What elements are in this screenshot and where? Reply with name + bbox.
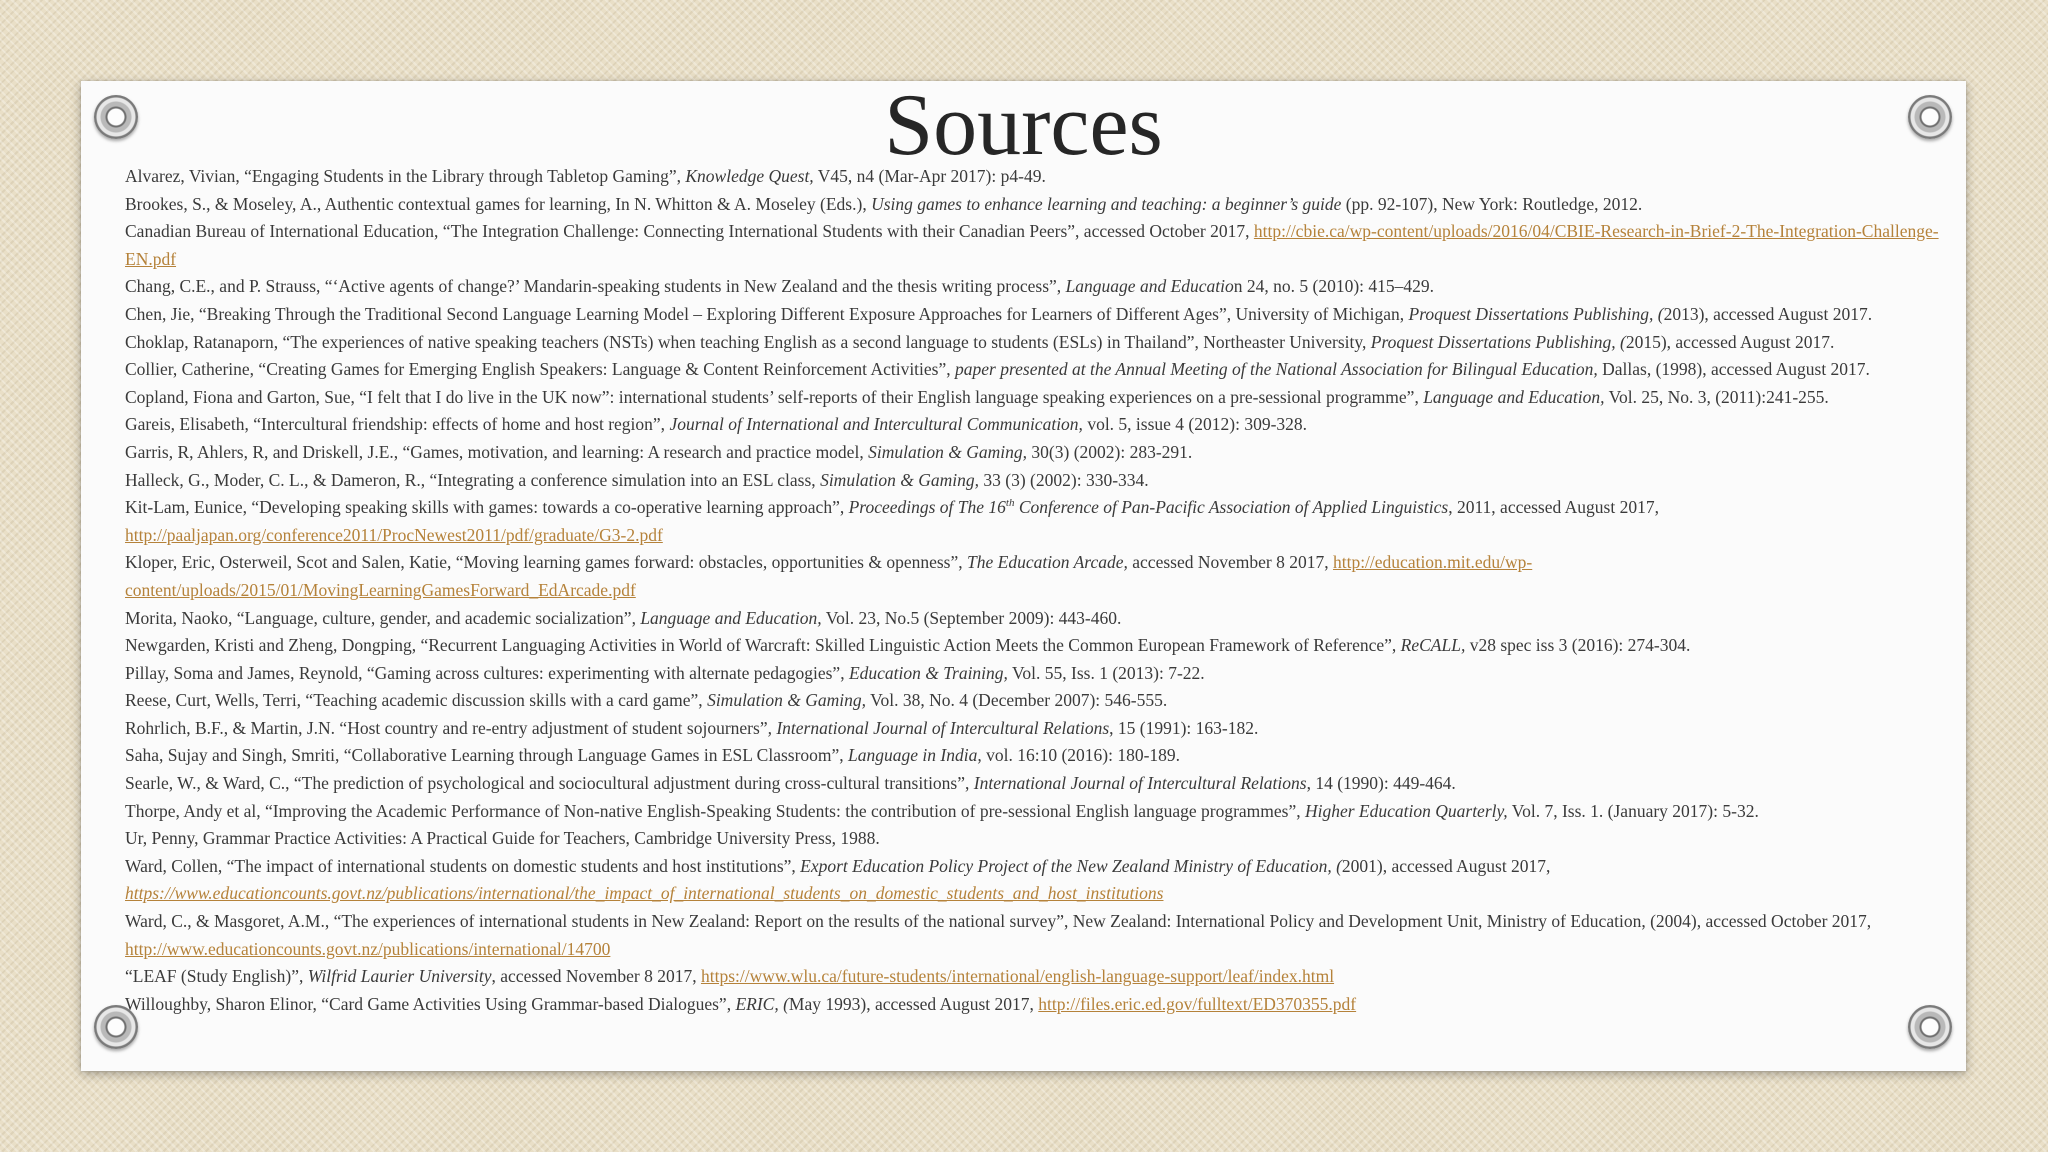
reference-text: Vol. 7, Iss. 1. (January 2017): 5-32. (1507, 800, 1759, 821)
reference-source-title: Knowledge Quest, (685, 166, 814, 186)
reference-source-title: International Journal of Intercultural Relations (973, 773, 1307, 794)
slide (81, 77, 1966, 1071)
reference-link[interactable]: http://education.mit.edu/wp-content/uploads/2015/01/MovingLearningGamesForward_EdArcade.pdf (125, 552, 1533, 600)
reference-superscript: th (1005, 497, 1015, 510)
reference-source-title: Conference of Pan-Pacific Association of Applied Linguistics (1014, 497, 1449, 518)
reference-text: Chang, C.E., and P. Strauss, “‘Active agents of change?’ Mandarin-speaking students in New Zealand and the thesis writing process”, (125, 276, 1066, 297)
reference-text: Pillay, Soma and James, Reynold, “Gaming across cultures: experimenting with alternate pedagogies”, (125, 662, 849, 683)
reference-source-title: Proquest Dissertations Publishing, ( (1408, 303, 1664, 324)
reference-item (125, 494, 1945, 549)
reference-text: , 15 (1991): 163-182. (1109, 717, 1259, 738)
reference-link[interactable]: https://www.educationcounts.govt.nz/publications/international/the_impact_of_international_students_on_domestic_students_and_host_institutions (125, 883, 1164, 904)
reference-text: Gareis, Elisabeth, “Intercultural friendship: effects of home and host region”, (125, 414, 670, 435)
reference-source-title: , International Journal of Intercultural Relations (767, 717, 1110, 738)
reference-item (125, 908, 1945, 963)
reference-source-title: Education & Training, (848, 662, 1008, 683)
reference-text: Vol. 25, No. 3, (2011):241-255. (1604, 386, 1829, 407)
reference-text: 2001), accessed August 2017, (1341, 855, 1551, 876)
reference-item (125, 301, 1945, 329)
reference-source-title: ERIC, ( (735, 993, 789, 1014)
reference-source-title: Language and Education, (1423, 386, 1605, 407)
reference-item (125, 660, 1945, 688)
reference-item (125, 798, 1945, 826)
reference-item (125, 991, 1945, 1019)
reference-source-title: Simulation & Gaming, (868, 441, 1028, 462)
reference-text: 2015), accessed August 2017. (1625, 331, 1835, 352)
reference-text: Thorpe, Andy et al, “Improving the Academic Performance of Non-native English-Speaking Students: the contribution of pre-sessional English language programmes”, (125, 800, 1305, 821)
reference-source-title: Language and Educatio (1065, 276, 1234, 297)
reference-source-title: Export Education Policy Project of the New Zealand Ministry of Education, ( (800, 855, 1342, 876)
reference-source-title: ReCALL, (1400, 635, 1466, 656)
reference-text: Kloper, Eric, Osterweil, Scot and Salen, Katie, “Moving learning games forward: obstacles, opportunities & openness”, (125, 552, 967, 573)
page-title: Sources (884, 77, 1163, 174)
reference-text: , 14 (1990): 449-464. (1306, 773, 1456, 794)
reference-text: Copland, Fiona and Garton, Sue, “I felt that I do live in the UK now”: international students’ self-reports of their English language speaking experiences on a pre-sessional programme”, (125, 386, 1424, 407)
reference-text: (pp. 92-107), New York: Routledge, 2012. (1341, 193, 1643, 214)
reference-item (125, 825, 1945, 853)
reference-text: Saha, Sujay and Singh, Smriti, “Collaborative Learning through Language Games in ESL Classroom”, (125, 745, 849, 766)
reference-item (125, 163, 1945, 191)
reference-item (125, 853, 1945, 908)
reference-text: Reese, Curt, Wells, Terri, “Teaching academic discussion skills with a card game”, (125, 690, 708, 711)
reference-text: Ward, C., & Masgoret, A.M., “The experiences of international students in New Zealand: Report on the results of the national survey”, New Zealand: International Policy and Development Unit, Ministry of Education, (2004), accessed October 2017, (125, 911, 1872, 932)
reference-item (125, 742, 1945, 770)
reference-text: Willoughby, Sharon Elinor, “Card Game Activities Using Grammar-based Dialogues”, (125, 993, 736, 1014)
reference-text: n 24, no. 5 (2010): 415–429. (1233, 276, 1435, 297)
reference-link[interactable]: http://www.educationcounts.govt.nz/publications/international/14700 (125, 938, 611, 959)
reference-source-title: The Education Arcade, (967, 552, 1128, 573)
reference-text: 2013), accessed August 2017. (1663, 303, 1873, 324)
reference-text: Searle, W., & Ward, C., “The prediction of psychological and sociocultural adjustment during cross-cultural transitions”, (125, 773, 974, 794)
reference-source-title: Simulation & Gaming, (707, 690, 867, 711)
reference-text: , accessed November 8 2017, (491, 966, 701, 987)
reference-item (125, 218, 1945, 273)
reference-text: Dallas, (1998), accessed August 2017. (1597, 359, 1870, 380)
reference-list (125, 163, 1945, 1018)
reference-source-title: Wilfrid Laurier University (307, 966, 492, 987)
reference-text: 33 (3) (2002): 330-334. (979, 469, 1149, 490)
reference-text: Kit-Lam, Eunice, “Developing speaking skills with games: towards a co-operative learning approach”, (125, 497, 849, 518)
reference-source-title: paper presented at the Annual Meeting of the National Association for Bilingual Education, (955, 359, 1598, 380)
reference-source-title: Higher Education Quarterly, (1304, 800, 1508, 821)
reference-item (125, 632, 1945, 660)
reference-link[interactable]: http://files.eric.ed.gov/fulltext/ED370355.pdf (1038, 993, 1357, 1014)
reference-text: V45, n4 (Mar-Apr 2017): p4-49. (813, 166, 1046, 186)
reference-item (125, 356, 1945, 384)
reference-item (125, 963, 1945, 991)
reference-link[interactable]: https://www.wlu.ca/future-students/international/english-language-support/leaf/index.html (700, 966, 1335, 987)
reference-item (125, 411, 1945, 439)
reference-text: Vol. 38, No. 4 (December 2007): 546-555. (866, 690, 1168, 711)
reference-item (125, 191, 1945, 219)
reference-text: Ward, Collen, “The impact of international students on domestic students and host institutions”, (125, 855, 801, 876)
reference-text: vol. 5, issue 4 (2012): 309-328. (1082, 414, 1308, 435)
reference-item (125, 273, 1945, 301)
reference-item (125, 439, 1945, 467)
reference-text: May 1993), accessed August 2017, (788, 993, 1039, 1014)
reference-text: accessed November 8 2017, (1127, 552, 1333, 573)
reference-text: Newgarden, Kristi and Zheng, Dongping, “Recurrent Languaging Activities in World of Warcraft: Skilled Linguistic Action Meets the Common European Framework of Reference”, (125, 635, 1401, 656)
reference-text: Vol. 55, Iss. 1 (2013): 7-22. (1007, 662, 1205, 683)
reference-link[interactable]: http://cbie.ca/wp-content/uploads/2016/04/CBIE-Research-in-Brief-2-The-Integration-Challenge-EN.pdf (125, 221, 1939, 269)
reference-text: , 2011, accessed August 2017, (1448, 497, 1659, 518)
reference-item (125, 687, 1945, 715)
reference-text: Choklap, Ratanaporn, “The experiences of native speaking teachers (NSTs) when teaching English as a second language to students (ESLs) in Thailand”, Northeaster University, (125, 331, 1371, 352)
reference-source-title: Proceedings of The 16 (848, 497, 1006, 518)
reference-source-title: Proquest Dissertations Publishing, ( (1370, 331, 1626, 352)
reference-text: Garris, R, Ahlers, R, and Driskell, J.E., “Games, motivation, and learning: A research and practice model, (125, 441, 869, 462)
reference-text: Chen, Jie, “Breaking Through the Traditional Second Language Learning Model – Exploring Different Exposure Approaches for Learners of Different Ages”, University of Michigan, (125, 303, 1409, 324)
reference-text: Collier, Catherine, “Creating Games for Emerging English Speakers: Language & Content Reinforcement Activities”, (125, 359, 956, 380)
reference-text: Canadian Bureau of International Education, “The Integration Challenge: Connecting International Students with their Canadian Peers”, accessed October 2017, (125, 221, 1254, 242)
reference-text: Ur, Penny, Grammar Practice Activities: A Practical Guide for Teachers, Cambridge University Press, 1988. (125, 828, 880, 849)
reference-item (125, 384, 1945, 412)
reference-item (125, 770, 1945, 798)
reference-text: Brookes, S., & Moseley, A., Authentic contextual games for learning, In N. Whitton & A. Moseley (Eds.), (125, 193, 872, 214)
reference-source-title: Language in India, (848, 745, 982, 766)
reference-item (125, 467, 1945, 495)
reference-link[interactable]: http://paaljapan.org/conference2011/ProcNewest2011/pdf/graduate/G3-2.pdf (125, 524, 663, 545)
reference-source-title: Simulation & Gaming, (820, 469, 980, 490)
reference-text: “LEAF (Study English)”, (125, 966, 308, 987)
reference-item (125, 605, 1945, 633)
reference-text: vol. 16:10 (2016): 180-189. (981, 745, 1181, 766)
reference-source-title: Using games to enhance learning and teaching: a beginner’s guide (871, 193, 1342, 214)
reference-text: Rohrlich, B.F., & Martin, J.N. “Host country and re-entry adjustment of student sojourners” (125, 717, 768, 738)
reference-text: v28 spec iss 3 (2016): 274-304. (1465, 635, 1691, 656)
reference-item (125, 549, 1945, 604)
reference-item (125, 715, 1945, 743)
reference-source-title: Journal of International and Intercultural Communication, (669, 414, 1083, 435)
reference-item (125, 329, 1945, 357)
reference-text: Alvarez, Vivian, “Engaging Students in the Library through Tabletop Gaming”, (125, 166, 686, 186)
reference-text: Morita, Naoko, “Language, culture, gender, and academic socialization”, (125, 607, 641, 628)
reference-text: Halleck, G., Moder, C. L., & Dameron, R., “Integrating a conference simulation into an ESL class, (125, 469, 821, 490)
reference-source-title: Language and Education, (640, 607, 822, 628)
reference-text: Vol. 23, No.5 (September 2009): 443-460. (821, 607, 1122, 628)
reference-text: 30(3) (2002): 283-291. (1027, 441, 1193, 462)
